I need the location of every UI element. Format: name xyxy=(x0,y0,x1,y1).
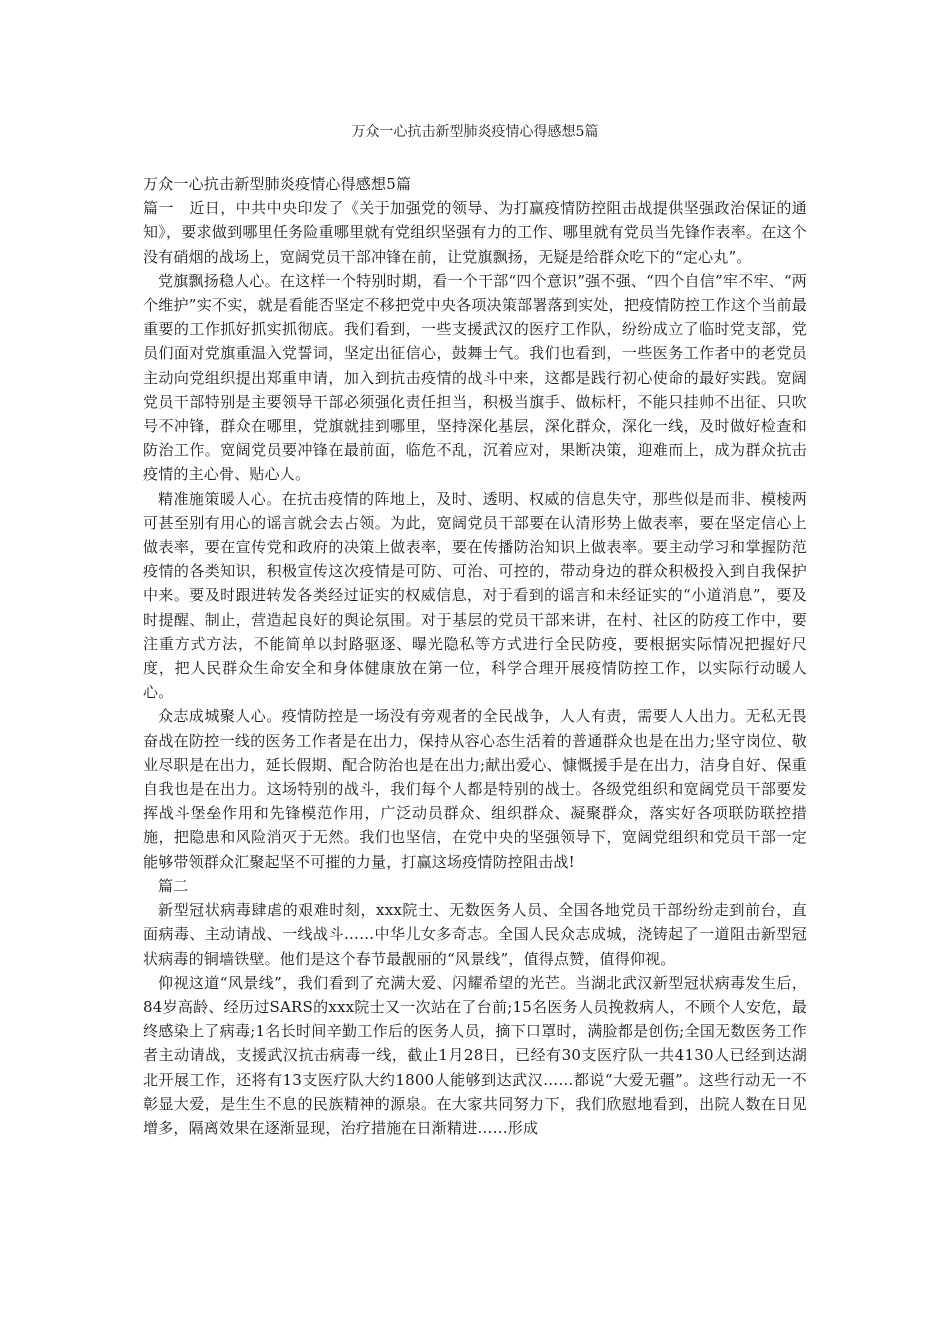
section-heading-2: 篇二 xyxy=(158,876,189,895)
page-header-title: 万众一心抗击新型肺炎疫情心得感想5篇 xyxy=(351,124,599,140)
paragraph-3: 精准施策暖人心。在抗击疫情的阵地上，及时、透明、权威的信息失守，那些似是而非、模棱两可甚至别有用心的谣言就会去占领。为此，宽阔党员干部要在认清形势上做表率，要在坚定信心上做表率，要在宣传党和政府的决策上做表率，要在传播防治知识上做表率。要主动学习和掌握防范疫情的各类知识，积极宣传这次疫情是可防、可治、可控的，带动身边的群众积极投入到自我保护中来。要及时跟进转发各类经过证实的权威信息，对于看到的谣言和未经证实的“小道消息”，要及时提醒、制止，营造起良好的舆论氛围。对于基层的党员干部来讲，在村、社区的防疫工作中，要注重方式方法，不能简单以封路驱逐、曝光隐私等方式进行全民防疫，要根据实际情况把握好尺度，把人民群众生命安全和身体健康放在第一位，科学合理开展疫情防控工作，以实际行动暖人心。 xyxy=(143,489,807,702)
paragraph-2: 党旗飘扬稳人心。在这样一个特别时期，看一个干部“四个意识”强不强、“四个自信”牢不牢、“两个维护”实不实，就是看能否坚定不移把党中央各项决策部署落到实处，把疫情防控工作这个当前最重要的工作抓好抓实抓彻底。我们看到，一些支援武汉的医疗工作队，纷纷成立了临时党支部，党员们面对党旗重温入党誓词，坚定出征信心，鼓舞士气。我们也看到，一些医务工作者中的老党员主动向党组织提出郑重申请，加入到抗击疫情的战斗中来，这都是践行初心使命的最好实践。宽阔党员干部特别是主要领导干部必须强化责任担当，积极当旗手、做标杆，不能只挂帅不出征、只吹号不冲锋，群众在哪里，党旗就挂到哪里，坚持深化基层，深化群众，深化一线，及时做好检查和防治工作。宽阔党员要冲锋在最前面，临危不乱，沉着应对，果断决策，迎难而上，成为群众抗击疫情的主心骨、贴心人。 xyxy=(143,271,807,484)
paragraph-5: 新型冠状病毒肆虐的艰难时刻，xxx院士、无数医务人员、全国各地党员干部纷纷走到前台，直面病毒、主动请战、一线战斗……中华儿女多奇志。全国人民众志成城，浇铸起了一道阻击新型冠状病毒的铜墙铁壁。他们是这个春节最靓丽的“风景线”，值得点赞，值得仰视。 xyxy=(143,901,807,968)
paragraph-6: 仰视这道“风景线”，我们看到了充满大爱、闪耀希望的光芒。当湖北武汉新型冠状病毒发生后，84岁高龄、经历过SARS的xxx院士又一次站在了台前;15名医务人员挽救病人，不顾个人安危，最终感染上了病毒;1名长时间辛勤工作后的医务人员，摘下口罩时，满脸都是创伤;全国无数医务工作者主动请战，支援武汉抗击病毒一线，截止1月28日，已经有30支医疗队一共4130人已经到达湖北开展工作，还将有13支医疗队大约1800人能够到达武汉……都说“大爱无疆”。这些行动无一不彰显大爱，是生生不息的民族精神的源泉。在大家共同努力下，我们欣慰地看到，出院人数在日见增多，隔离效果在逐渐显现，治疗措施在日渐精进……形成 xyxy=(143,973,807,1137)
article-heading: 万众一心抗击新型肺炎疫情心得感想5篇 xyxy=(143,175,412,193)
paragraph-4: 众志成城聚人心。疫情防控是一场没有旁观者的全民战争，人人有责，需要人人出力。无私无畏奋战在防控一线的医务工作者是在出力，保持从容心态生活着的普通群众也是在出力;坚守岗位、敬业尽职是在出力，延长假期、配合防治也是在出力;献出爱心、慷慨援手是在出力，洁身自好、保重自我也是在出力。这场特别的战斗，我们每个人都是特别的战士。各级党组织和宽阔党员干部要发挥战斗堡垒作用和先锋模范作用，广泛动员群众、组织群众、凝聚群众，落实好各项联防联控措施，把隐患和风险消灭于无然。我们也坚信，在党中央的坚强领导下，宽阔党组织和党员干部一定能够带领群众汇聚起坚不可摧的力量，打赢这场疫情防控阻击战! xyxy=(143,707,807,871)
paragraph-1: 篇一 近日，中共中央印发了《关于加强党的领导、为打赢疫情防控阻击战提供坚强政治保证的通知》，要求做到哪里任务险重哪里就有党组织坚强有力的工作、哪里就有党员当先锋作表率。在这个没有硝烟的战场上，宽阔党员干部冲锋在前，让党旗飘扬，无疑是给群众吃下的“定心丸”。 xyxy=(143,199,807,266)
article-body xyxy=(143,172,807,1140)
